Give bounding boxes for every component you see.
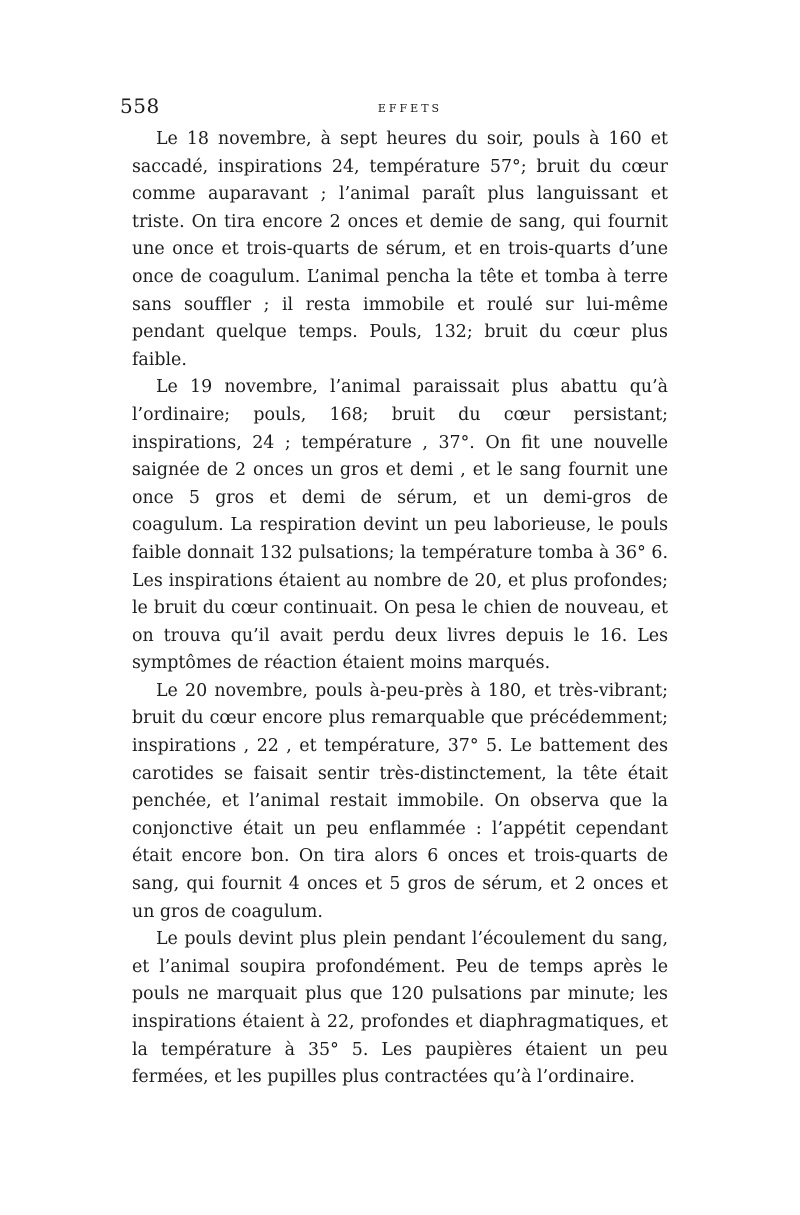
paragraph-nov-18: Le 18 novembre, à sept heures du soir, pouls à 160 et saccadé, inspirations 24, température 57°; bruit du cœur comme auparavant ; l’animal paraît plus languissant et triste. On tira encore 2 onces et demie de sang, qui fournit une once et trois-quarts de sérum, et en trois-quarts d’une once de coagulum. L’animal pencha la tête et tomba à terre sans souffler ; il resta immobile et roulé sur lui-même pendant quelque temps. Pouls, 132; bruit du cœur plus faible. xyxy=(132,129,668,370)
page-number: 558 xyxy=(120,94,160,118)
paragraph-nov-20: Le 20 novembre, pouls à-peu-près à 180, et très-vibrant; bruit du cœur encore plus remarquable que précédemment; inspirations , 22 , et température, 37° 5. Le battement des carotides se faisait sentir très-distinctement, la tête était penchée, et l’animal restait immobile. On observa que la conjonctive était un peu enflammée : l’appétit cependant était encore bon. On tira alors 6 onces et trois-quarts de sang, qui fournit 4 onces et 5 gros de sérum, et 2 onces et un gros de coagulum. xyxy=(132,680,668,922)
paragraph-pulse-after-bleeding: Le pouls devint plus plein pendant l’écoulement du sang, et l’animal soupira profondément. Peu de temps après le pouls ne marquait plus que 120 pulsations par minute; les inspirations étaient à 22, profondes et diaphragmatiques, et la température à 35° 5. Les paupières étaient un peu fermées, et les pupilles plus contractées qu’à l’ordinaire. xyxy=(132,929,668,1088)
paragraph-nov-19: Le 19 novembre, l’animal paraissait plus abattu qu’à l’ordinaire; pouls, 168; bruit du cœur persistant; inspirations, 24 ; température , 37°. On fit une nouvelle saignée de 2 onces un gros et demi , et le sang fournit une once 5 gros et demi de sérum, et un demi-gros de coagulum. La respiration devint un peu laborieuse, le pouls faible donnait 132 pulsations; la température tomba à 36° 6. Les inspirations étaient au nombre de 20, et plus profondes; le bruit du cœur continuait. On pesa le chien de nouveau, et on trouva qu’il avait perdu deux livres depuis le 16. Les symptômes de réaction étaient moins marqués. xyxy=(132,377,668,674)
body-text xyxy=(132,126,668,1092)
running-head xyxy=(120,94,680,122)
running-title: EFFETS xyxy=(377,102,443,115)
